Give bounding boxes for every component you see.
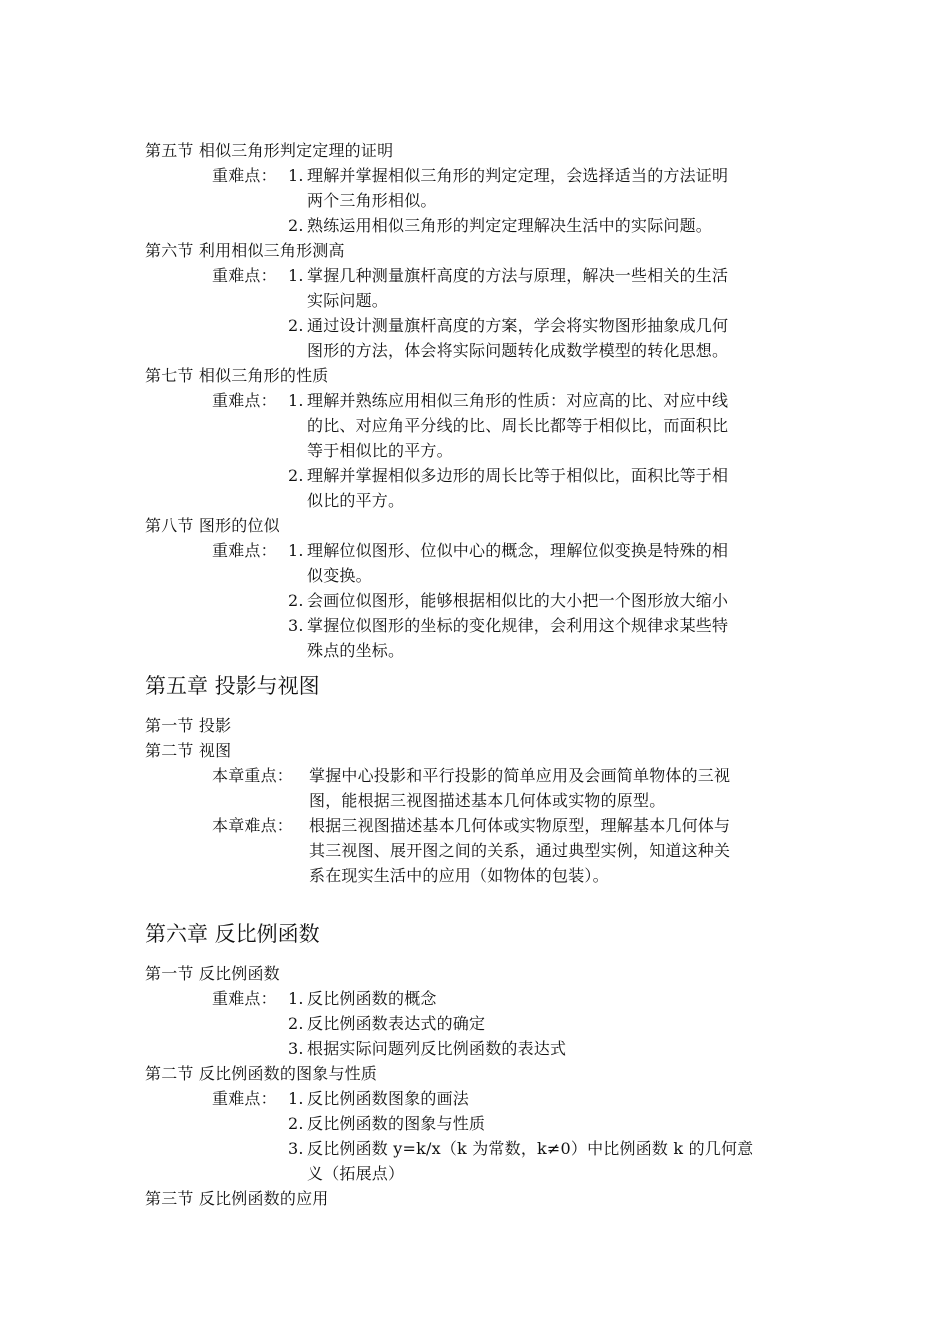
item-number: 1. xyxy=(288,266,304,285)
item-number: 3. xyxy=(288,1139,304,1158)
item-number: 2. xyxy=(288,1014,304,1033)
item-text: 理解并掌握相似三角形的判定定理，会选择适当的方法证明 xyxy=(307,166,729,185)
item-text: 理解并掌握相似多边形的周长比等于相似比，面积比等于相 xyxy=(307,466,729,485)
item-text: 熟练运用相似三角形的判定定理解决生活中的实际问题。 xyxy=(307,216,713,235)
item-text: 会画位似图形，能够根据相似比的大小把一个图形放大缩小 xyxy=(307,591,729,610)
difficulty-label: 本章难点： xyxy=(212,816,294,835)
chapter-title: 第六章 反比例函数 xyxy=(145,922,320,946)
item-text: 反比例函数表达式的确定 xyxy=(307,1014,486,1033)
item-text: 掌握位似图形的坐标的变化规律，会利用这个规律求某些特 xyxy=(307,616,729,635)
item-number: 2. xyxy=(288,316,304,335)
item-number: 1. xyxy=(288,541,304,560)
item-number: 3. xyxy=(288,1039,304,1058)
chapter-title: 第五章 投影与视图 xyxy=(145,674,320,698)
section-title: 第三节 反比例函数的应用 xyxy=(145,1189,329,1208)
key-points-label: 重难点： xyxy=(212,989,277,1008)
item-text: 掌握几种测量旗杆高度的方法与原理，解决一些相关的生活 xyxy=(307,266,729,285)
item-text: 殊点的坐标。 xyxy=(307,641,405,660)
key-points-label: 重难点： xyxy=(212,166,277,185)
section-title: 第一节 反比例函数 xyxy=(145,964,280,983)
section-title: 第八节 图形的位似 xyxy=(145,516,280,535)
item-number: 1. xyxy=(288,1089,304,1108)
item-text: 两个三角形相似。 xyxy=(307,191,437,210)
item-text: 根据三视图描述基本几何体或实物原型，理解基本几何体与 xyxy=(309,816,731,835)
key-points-label: 重难点： xyxy=(212,391,277,410)
item-number: 2. xyxy=(288,216,304,235)
item-text: 图，能根据三视图描述基本几何体或实物的原型。 xyxy=(309,791,666,810)
item-text: 反比例函数的概念 xyxy=(307,989,437,1008)
item-text: 反比例函数的图象与性质 xyxy=(307,1114,486,1133)
section-title: 第一节 投影 xyxy=(145,716,232,735)
item-number: 3. xyxy=(288,616,304,635)
key-points-label: 重难点： xyxy=(212,1089,277,1108)
item-text: 反比例函数 y=k/x（k 为常数，k≠0）中比例函数 k 的几何意 xyxy=(307,1139,754,1158)
item-number: 2. xyxy=(288,466,304,485)
section-title: 第七节 相似三角形的性质 xyxy=(145,366,329,385)
key-points-label: 重难点： xyxy=(212,541,277,560)
item-number: 2. xyxy=(288,591,304,610)
item-text: 根据实际问题列反比例函数的表达式 xyxy=(307,1039,567,1058)
section-title: 第二节 反比例函数的图象与性质 xyxy=(145,1064,378,1083)
item-number: 1. xyxy=(288,166,304,185)
item-text: 似比的平方。 xyxy=(307,491,405,510)
key-points-label: 重难点： xyxy=(212,266,277,285)
item-number: 1. xyxy=(288,391,304,410)
item-text: 系在现实生活中的应用（如物体的包装）。 xyxy=(309,866,609,885)
item-text: 图形的方法，体会将实际问题转化成数学模型的转化思想。 xyxy=(307,341,729,360)
section-title: 第二节 视图 xyxy=(145,741,232,760)
section-title: 第五节 相似三角形判定定理的证明 xyxy=(145,141,394,160)
item-text: 反比例函数图象的画法 xyxy=(307,1089,470,1108)
item-text: 实际问题。 xyxy=(307,291,389,310)
item-text: 的比、对应角平分线的比、周长比都等于相似比，而面积比 xyxy=(307,416,729,435)
item-text: 通过设计测量旗杆高度的方案，学会将实物图形抽象成几何 xyxy=(307,316,729,335)
item-number: 2. xyxy=(288,1114,304,1133)
item-text: 似变换。 xyxy=(307,566,372,585)
item-text: 义（拓展点） xyxy=(307,1164,405,1183)
item-text: 理解并熟练应用相似三角形的性质：对应高的比、对应中线 xyxy=(307,391,729,410)
item-text: 掌握中心投影和平行投影的简单应用及会画简单物体的三视 xyxy=(309,766,731,785)
item-number: 1. xyxy=(288,989,304,1008)
key-label: 本章重点： xyxy=(212,766,294,785)
item-text: 理解位似图形、位似中心的概念，理解位似变换是特殊的相 xyxy=(307,541,729,560)
item-text: 等于相似比的平方。 xyxy=(307,441,453,460)
item-text: 其三视图、展开图之间的关系，通过典型实例，知道这种关 xyxy=(309,841,731,860)
section-title: 第六节 利用相似三角形测高 xyxy=(145,241,345,260)
